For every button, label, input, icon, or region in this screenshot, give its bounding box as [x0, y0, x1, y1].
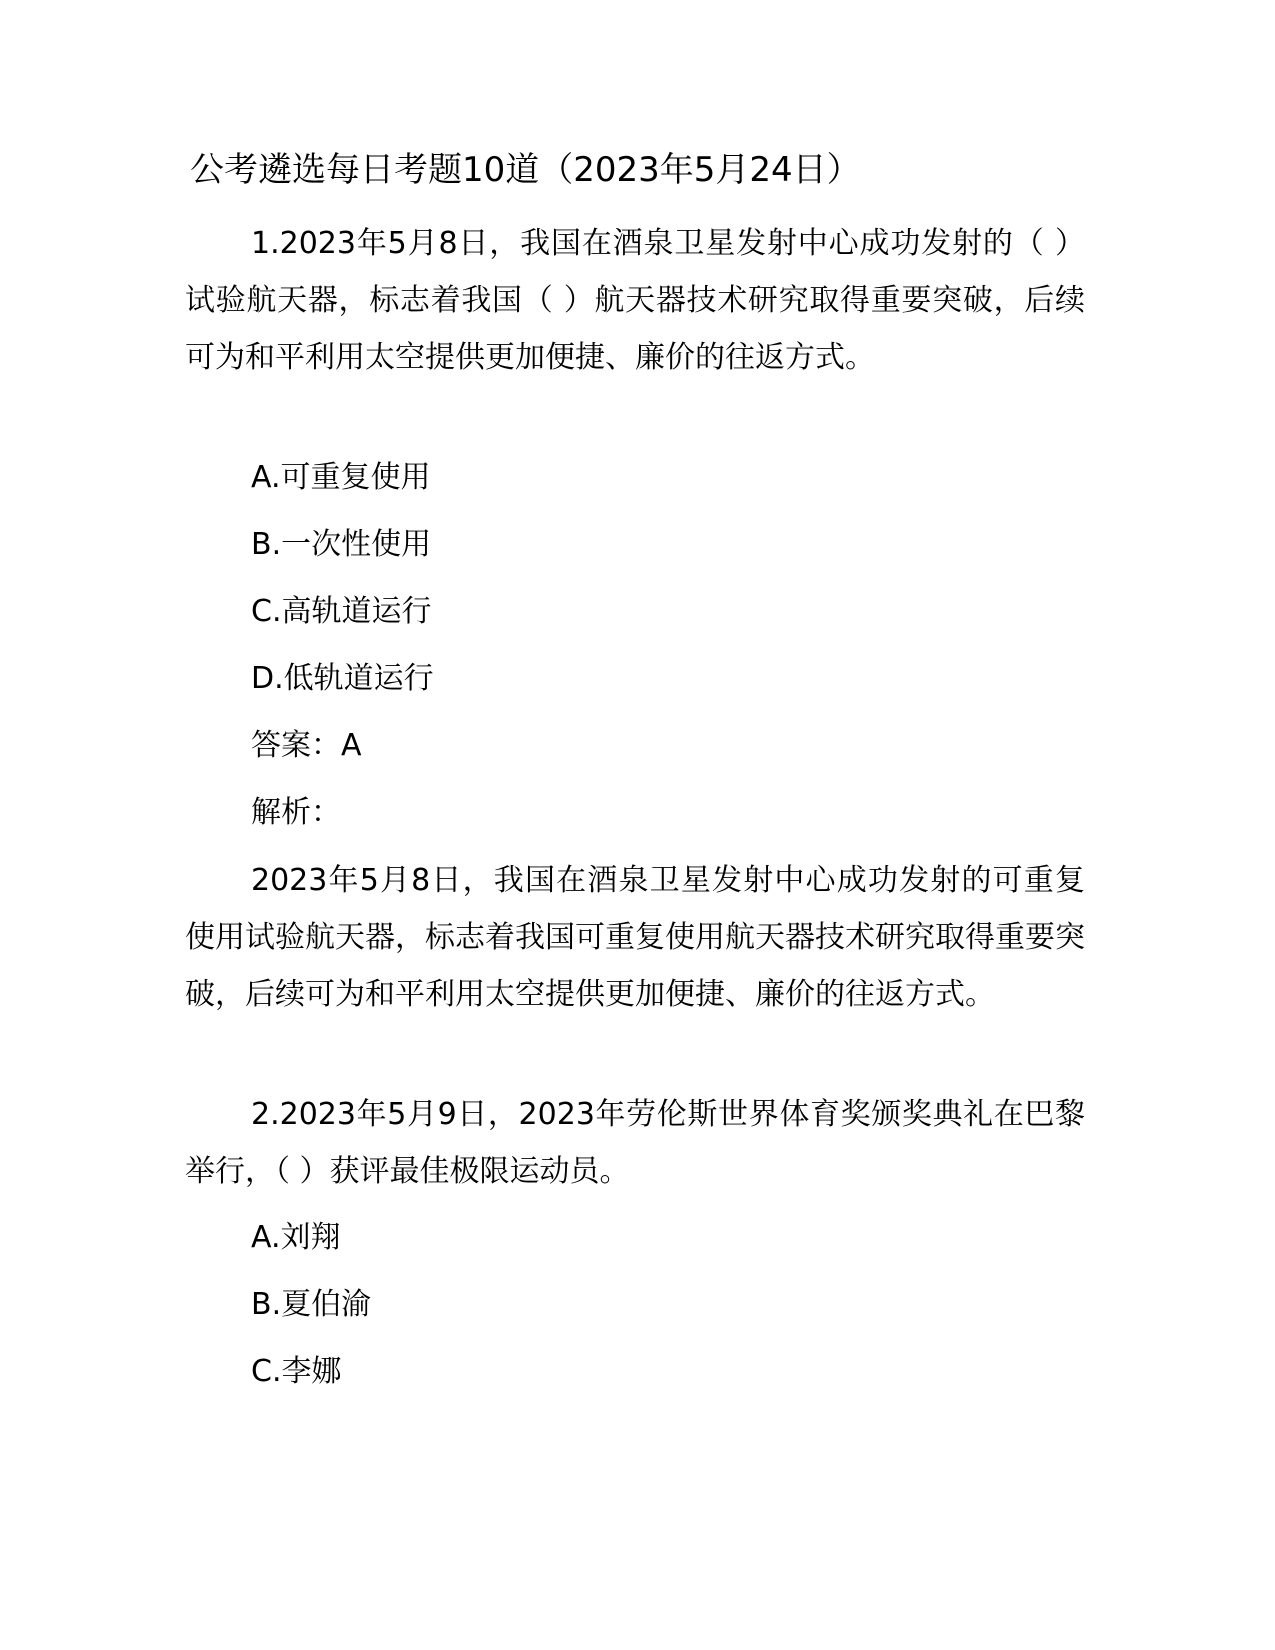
document-title: 公考遴选每日考题10道（2023年5月24日） [190, 150, 861, 190]
question-1-analysis-label: 解析： [251, 795, 341, 830]
question-1-option-a: A.可重复使用 [251, 460, 431, 495]
question-1-stem: 1.2023年5月8日，我国在酒泉卫星发射中心成功发射的（ ）试验航天器，标志着我国（ ）航天器技术研究取得重要突破，后续可为和平利用太空提供更加便捷、廉价的往返方式。 [185, 226, 1085, 375]
question-2-option-c: C.李娜 [251, 1354, 342, 1389]
question-1-analysis: 2023年5月8日，我国在酒泉卫星发射中心成功发射的可重复使用试验航天器，标志着我国可重复使用航天器技术研究取得重要突破，后续可为和平利用太空提供更加便捷、廉价的往返方式。 [185, 863, 1085, 1012]
question-1-option-c: C.高轨道运行 [251, 594, 432, 629]
question-1-option-d: D.低轨道运行 [251, 661, 434, 696]
question-1-answer: 答案：A [251, 728, 362, 763]
question-2-option-b: B.夏伯渝 [251, 1287, 372, 1322]
question-2-stem: 2.2023年5月9日，2023年劳伦斯世界体育奖颁奖典礼在巴黎举行，（ ）获评最佳极限运动员。 [185, 1097, 1085, 1189]
question-2-option-a: A.刘翔 [251, 1220, 341, 1255]
question-1-option-b: B.一次性使用 [251, 527, 432, 562]
